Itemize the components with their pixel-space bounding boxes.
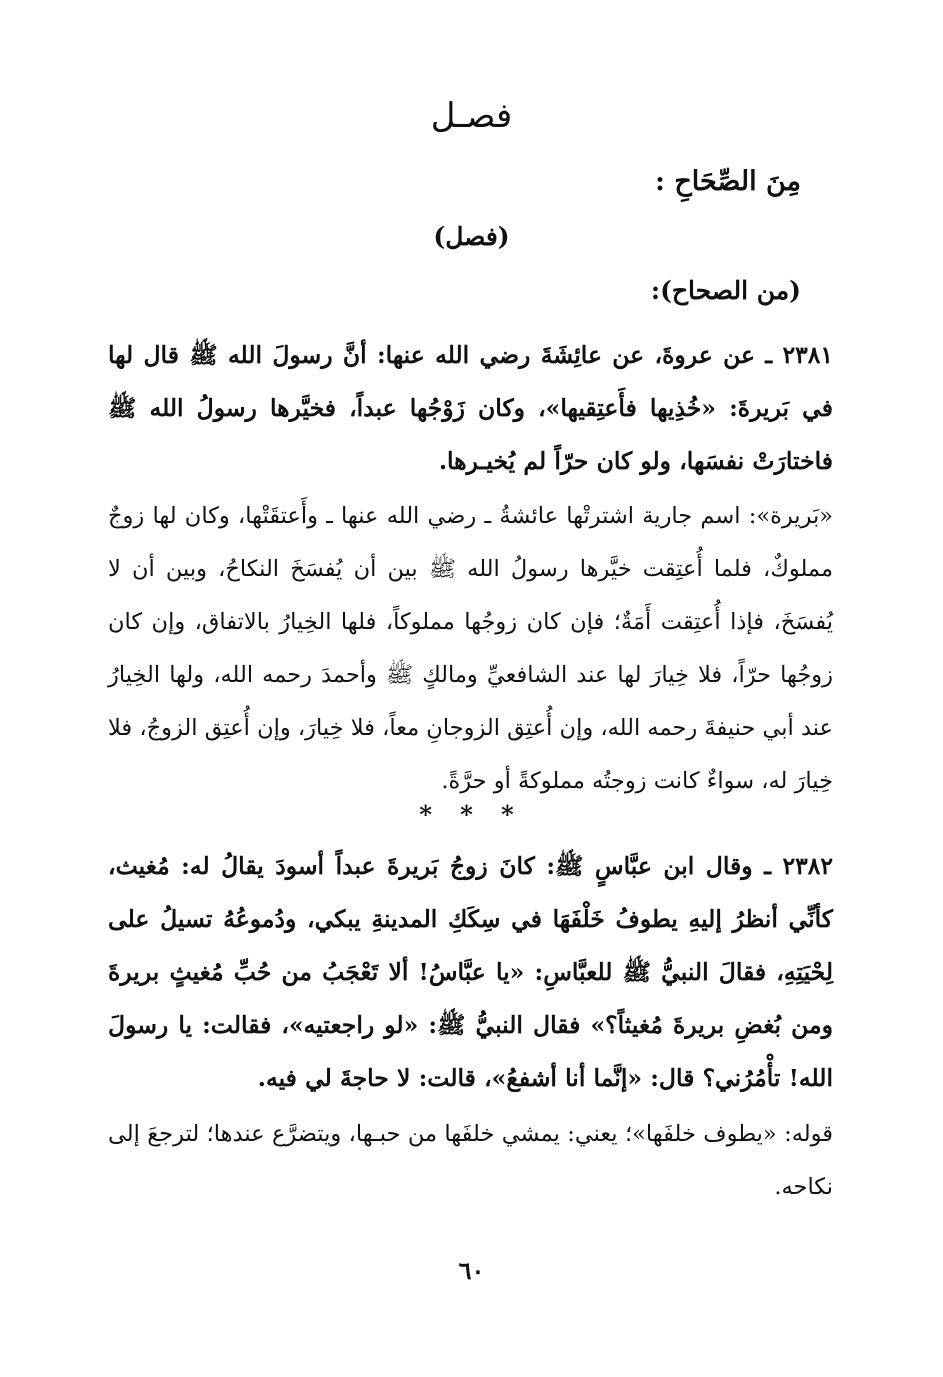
section-subheading: (من الصحاح): (650, 276, 801, 305)
chapter-title: فصـل (430, 96, 513, 136)
commentary-yatuf: قوله: «يطوف خلفَها»؛ يعني: يمشي خلفَها من حبـها، ويتضرَّع عندها؛ لترجعَ إلى نكاحه. (108, 1121, 833, 1200)
commentary-bariira: «بَريرة»: اسم جارية اشترتْها عائشةُ ـ رضي الله عنها ـ وأَعتقَتْها، وكان لها زوجٌ مملوكٌ، فلما أُعتِقت خيَّرها رسولُ الله ﷺ بين أن يُفسَخَ النكاحُ، وبين أن لا يُفسَخَ، فإذا أُعتِقت أَمَةٌ؛ فإن كان زوجُها مملوكاً، فلها الخِيارُ بالاتفاق، وإن كان زوجُها حرّاً، فلا خِيارَ لها عند الشافعيِّ ومالكٍ ﷺ وأحمدَ رحمه الله، ولها الخِيارُ عند أبي حنيفةَ رحمه الله، وإن أُعتِق الزوجانِ معاً، فلا خِيارَ، وإن أُعتِق الزوجُ، فلا خِيارَ له، سواءٌ كانت زوجتُه مملوكةً أو حرَّةً. (108, 503, 833, 794)
section-separator: * * * (419, 800, 524, 829)
hadith-2382: ٢٣٨٢ ـ وقال ابن عبَّاسٍ ﷺ: كانَ زوجُ بَريرةَ عبداً أسودَ يقالُ له: مُغيث، كأنِّي أنظرُ إليهِ يطوفُ خَلْفَهَا في سِكَكِ المدينةِ يبكي، ودُموعُهُ تسيلُ على لِحْيَتِهِ، فقالَ النبيُّ ﷺ للعبَّاسِ: «يا عبَّاسُ! ألا تَعْجَبُ من حُبِّ مُغيثٍ بريرةَ ومن بُغضِ بريرةَ مُغيثاً؟» فقال النبيُّ ﷺ: «لو راجعتيه»، فقالت: يا رسولَ الله! تأْمُرُني؟ قال: «إنَّما أنا أشفعُ»، قالت: لا حاجةَ لي فيه. (108, 852, 833, 1092)
hadith-2381: ٢٣٨١ ـ عن عروةَ، عن عائِشَةَ رضي الله عنها: أنَّ رسولَ الله ﷺ قال لها في بَريرةَ: «خُذِيها فأَعتِقيها»، وكان زَوْجُها عبداً، فخيَّرها رسولُ الله ﷺ فاختارَتْ نفسَها، ولو كان حرّاً لم يُخيـرها. (108, 341, 833, 475)
page-number: ٦٠ (458, 1256, 485, 1285)
section-heading: (فصل) (433, 222, 510, 251)
subtitle-heading: مِنَ الصِّحَاحِ : (654, 166, 801, 197)
